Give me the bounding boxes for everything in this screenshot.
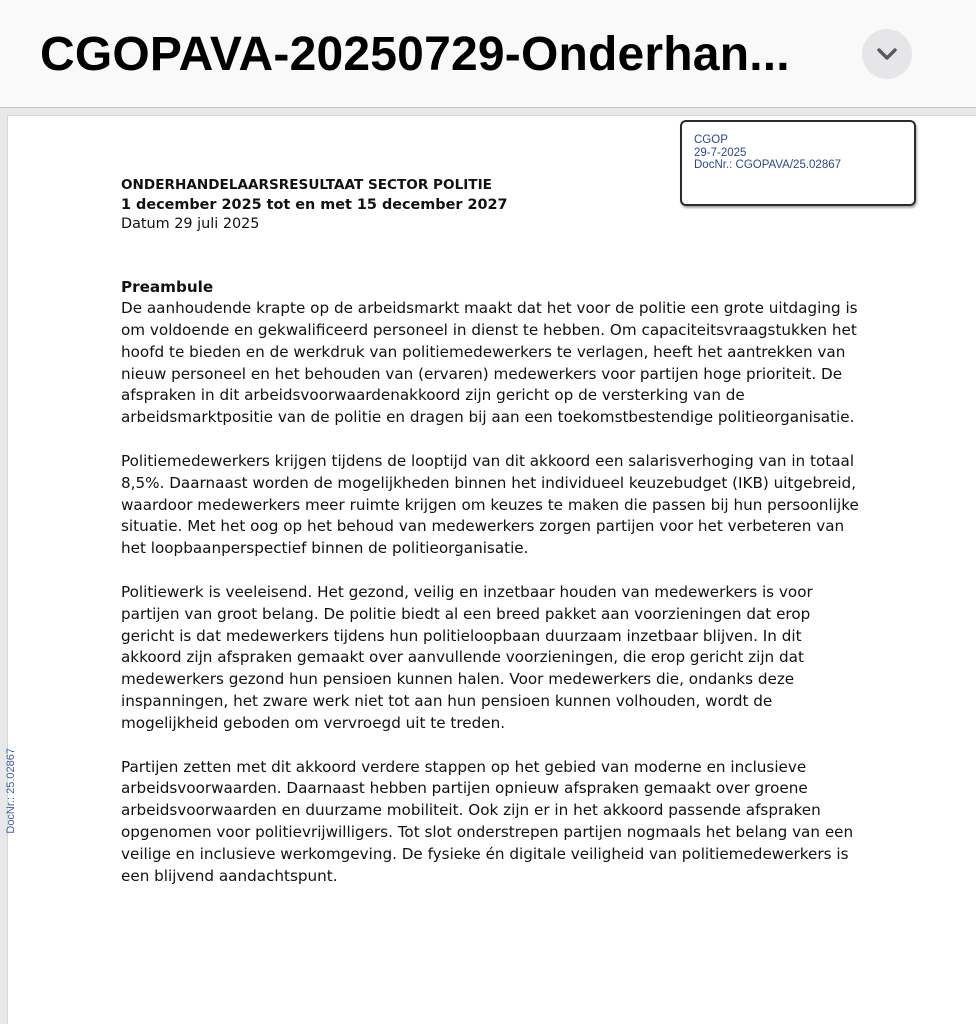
heading-title: ONDERHANDELAARSRESULTAAT SECTOR POLITIE (121, 177, 492, 193)
document-page[interactable] (7, 115, 976, 1024)
stamp-docnr: DocNr.: CGOPAVA/25.02867 (694, 159, 842, 171)
document-header (0, 0, 976, 108)
section-title: Preambule (121, 277, 214, 296)
document-title: CGOPAVA-20250729-Onderhan... (40, 28, 790, 81)
side-docnr: DocNr.: 25.02867 (5, 748, 17, 834)
heading-period: 1 december 2025 tot en met 15 december 2027 (121, 196, 508, 213)
document-body (121, 176, 866, 909)
title-menu-button[interactable] (862, 29, 912, 79)
paragraph: Politiewerk is veeleisend. Het gezond, veilig en inzetbaar houden van medewerkers is voor partijen van groot belang. De politie biedt al een breed pakket aan voorzieningen dat erop gericht is dat medewerkers tijdens hun politieloopbaan duurzaam inzetbaar blijven. In dit akkoord zijn afspraken gemaakt over aanvullende voorzieningen, die erop gericht zijn dat medewerkers gezond hun pensioen kunnen halen. Voor medewerkers die, ondanks deze inspanningen, het zware werk niet tot aan hun pensioen kunnen volhouden, wordt de mogelijkheid geboden om vervroegd uit te treden. (121, 583, 813, 732)
document-heading (121, 176, 866, 235)
chevron-down-icon (876, 47, 898, 61)
stamp-org: CGOP (694, 134, 728, 146)
heading-date: Datum 29 juli 2025 (121, 216, 260, 232)
paragraph: Partijen zetten met dit akkoord verdere stappen op het gebied van moderne en inclusieve arbeidsvoorwaarden. Daarnaast hebben partijen opnieuw afspraken gemaakt over groene arbeidsvoorwaarden en duurzame mobiliteit. Ook zijn er in het akkoord passende afspraken opgenomen voor politievrijwilligers. Tot slot onderstrepen partijen nogmaals het belang van een veilige en inclusieve werkomgeving. De fysieke én digitale veiligheid van politiemedewerkers is een blijvend aandachtspunt. (121, 757, 854, 885)
paragraph: Politiemedewerkers krijgen tijdens de looptijd van dit akkoord een salarisverhoging van in totaal 8,5%. Daarnaast worden de mogelijkheden binnen het individueel keuzebudget (IKB) uitgebreid, waardoor medewerkers meer ruimte krijgen om keuzes te maken die passen bij hun persoonlijke situatie. Met het oog op het behoud van medewerkers zorgen partijen voor het verbeteren van het loopbaanperspectief binnen de politieorganisatie. (121, 452, 859, 558)
paragraph: De aanhoudende krapte op de arbeidsmarkt maakt dat het voor de politie een grote uitdaging is om voldoende en gekwalificeerd personeel in dienst te hebben. Om capaciteitsvraagstukken het hoofd te bieden en de werkdruk van politiemedewerkers te verlagen, heeft het aantrekken van nieuw personeel en het behouden van (ervaren) medewerkers voor partijen hoge prioriteit. De afspraken in dit arbeidsvoorwaardenakkoord zijn gericht op de versterking van de arbeidsmarktpositie van de politie en dragen bij aan een toekomstbestendige politieorganisatie. (121, 299, 858, 427)
stamp-date: 29-7-2025 (694, 146, 747, 159)
